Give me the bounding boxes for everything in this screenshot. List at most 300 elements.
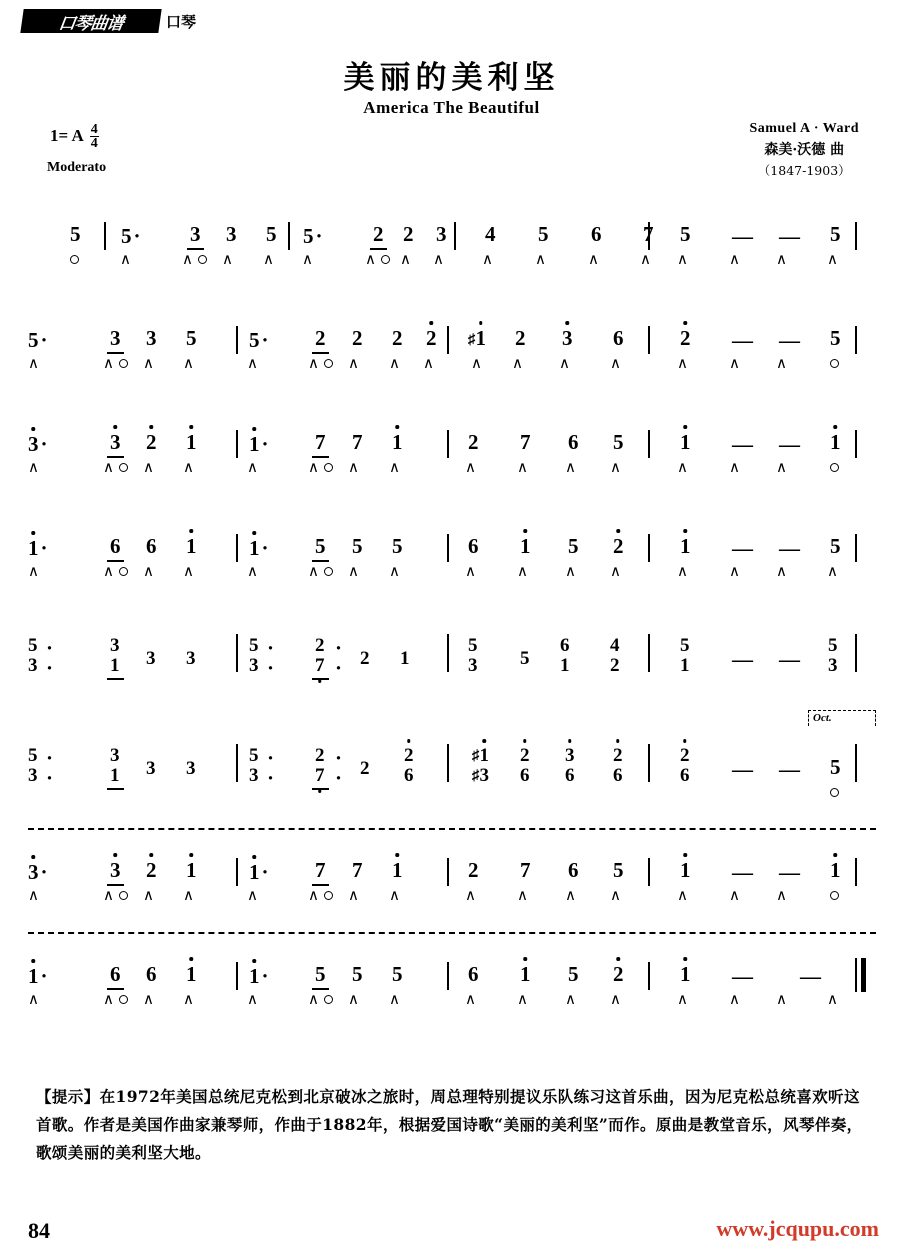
- blow-mark-icon: ∧: [143, 886, 154, 904]
- note: 1: [392, 430, 403, 454]
- note: 1: [392, 858, 403, 882]
- blow-mark-icon: ∧: [776, 458, 787, 476]
- blow-mark-icon: ∧: [247, 886, 258, 904]
- barline: [648, 430, 650, 458]
- note: 1: [830, 430, 841, 454]
- barline: [236, 962, 238, 990]
- corner-badge: [22, 8, 200, 34]
- hold-dash: —: [800, 964, 821, 988]
- hold-dash: —: [732, 432, 753, 456]
- blow-mark-icon: ∧: [389, 886, 400, 904]
- blow-mark-icon: ∧: [565, 458, 576, 476]
- barline: [447, 534, 449, 562]
- blow-mark-icon: ∧: [183, 562, 194, 580]
- note: 5: [568, 962, 579, 986]
- barline: [236, 744, 238, 782]
- barline: [855, 326, 857, 354]
- barline: [236, 858, 238, 886]
- aug-dot: ·: [267, 656, 275, 680]
- note: 7: [352, 858, 363, 882]
- note: 5: [538, 222, 549, 246]
- note: 1·: [28, 964, 48, 988]
- note: 6: [468, 962, 479, 986]
- blow-mark-icon: ∧: [610, 990, 621, 1008]
- note: 1: [520, 534, 531, 558]
- blow-mark-icon: ∧: [28, 886, 39, 904]
- note: 1: [680, 962, 691, 986]
- blow-mark-icon: ∧: [776, 562, 787, 580]
- blow-mark-icon: ∧: [28, 458, 39, 476]
- blow-mark-icon: ∧: [308, 354, 319, 372]
- note: 2: [315, 326, 326, 350]
- aug-dot: ·: [335, 746, 343, 770]
- note: 5: [830, 326, 841, 350]
- blow-mark-icon: ∧: [610, 886, 621, 904]
- blow-mark-icon: ∧: [103, 354, 114, 372]
- breath-circle-icon: [830, 359, 839, 368]
- composer-years: （1847-1903）: [757, 163, 851, 179]
- breath-circle-icon: [119, 567, 128, 576]
- blow-mark-icon: ∧: [348, 990, 359, 1008]
- score-system-3: [0, 408, 903, 512]
- hold-dash: —: [732, 328, 753, 352]
- chord: 5 3: [249, 745, 259, 786]
- score-system-2: [0, 304, 903, 408]
- chord: 5 3: [28, 635, 38, 676]
- aug-dot: ·: [267, 766, 275, 790]
- score-system-7: [0, 836, 903, 940]
- aug-dot: ·: [46, 656, 54, 680]
- key-label: 1= A: [50, 125, 84, 145]
- note: 5: [830, 222, 841, 246]
- blow-mark-icon: ∧: [389, 458, 400, 476]
- blow-mark-icon: ∧: [308, 458, 319, 476]
- section-divider: [28, 828, 876, 830]
- breath-circle-icon: [119, 359, 128, 368]
- blow-mark-icon: ∧: [729, 354, 740, 372]
- note: 5·: [28, 328, 48, 352]
- barline: [236, 534, 238, 562]
- blow-mark-icon: ∧: [729, 990, 740, 1008]
- breath-circle-icon: [324, 567, 333, 576]
- blow-mark-icon: ∧: [28, 354, 39, 372]
- blow-mark-icon: ∧: [588, 250, 599, 268]
- barline: [855, 430, 857, 458]
- hold-dash: —: [779, 536, 800, 560]
- key-signature: [50, 122, 99, 150]
- score-area: [0, 200, 903, 1044]
- chord: 2 7: [315, 635, 325, 676]
- blow-mark-icon: ∧: [348, 562, 359, 580]
- blow-mark-icon: ∧: [263, 250, 274, 268]
- blow-mark-icon: ∧: [247, 458, 258, 476]
- barline: [236, 326, 238, 354]
- blow-mark-icon: ∧: [517, 458, 528, 476]
- note: 1: [680, 858, 691, 882]
- barline: [855, 858, 857, 886]
- blow-mark-icon: ∧: [517, 886, 528, 904]
- blow-mark-icon: ∧: [183, 354, 194, 372]
- note: 2: [360, 758, 370, 779]
- barline: [447, 634, 449, 672]
- blow-mark-icon: ∧: [465, 562, 476, 580]
- aug-dot: ·: [267, 636, 275, 660]
- blow-mark-icon: ∧: [677, 250, 688, 268]
- beam: [312, 678, 329, 680]
- note: 7: [520, 858, 531, 882]
- blow-mark-icon: ∧: [348, 354, 359, 372]
- blow-mark-icon: ∧: [389, 354, 400, 372]
- note: 5: [520, 648, 530, 669]
- chord: 2 6: [520, 745, 530, 786]
- note: 1·: [249, 432, 269, 456]
- note: 3: [110, 858, 121, 882]
- blow-mark-icon: ∧: [348, 458, 359, 476]
- blow-mark-icon: ∧: [776, 250, 787, 268]
- note: 5: [568, 534, 579, 558]
- breath-circle-icon: [70, 255, 79, 264]
- beam: [312, 788, 329, 790]
- chord: 2 6: [680, 745, 690, 786]
- note: 7: [315, 858, 326, 882]
- composer-name-en: Samuel A · Ward: [749, 121, 859, 136]
- note: 5: [70, 222, 81, 246]
- blow-mark-icon: ∧: [143, 562, 154, 580]
- note: 5: [352, 534, 363, 558]
- note: 2: [468, 430, 479, 454]
- note: 1: [520, 962, 531, 986]
- beam: [107, 788, 124, 790]
- composer-name-cn: 森美·沃德 曲: [764, 141, 845, 158]
- breath-circle-icon: [119, 995, 128, 1004]
- blow-mark-icon: ∧: [465, 458, 476, 476]
- note: 3: [226, 222, 237, 246]
- barline: [447, 430, 449, 458]
- blow-mark-icon: ∧: [308, 886, 319, 904]
- note: 1·: [249, 860, 269, 884]
- blow-mark-icon: ∧: [517, 990, 528, 1008]
- blow-mark-icon: ∧: [348, 886, 359, 904]
- note: 2: [613, 962, 624, 986]
- time-signature: [90, 123, 99, 151]
- hold-dash: —: [779, 224, 800, 248]
- note: 7: [315, 430, 326, 454]
- note: 5: [186, 326, 197, 350]
- footnote-text: 在1972年美国总统尼克松到北京破冰之旅时，周总理特别提议乐队练习这首乐曲，因为尼克松总统喜欢听这首歌。作者是美国作曲家兼琴师，作曲于1882年，根据爱国诗歌“美丽的美利坚”而作。原曲是教堂音乐，风琴伴奏，歌颂美丽的美利坚大地。: [36, 1087, 863, 1163]
- barline: [855, 222, 857, 250]
- blow-mark-icon: ∧: [389, 990, 400, 1008]
- blow-mark-icon: ∧: [183, 458, 194, 476]
- breath-circle-icon: [324, 891, 333, 900]
- barline: [648, 962, 650, 990]
- note: 6: [146, 962, 157, 986]
- blow-mark-icon: ∧: [517, 562, 528, 580]
- barline: [648, 858, 650, 886]
- note: 5: [266, 222, 277, 246]
- blow-mark-icon: ∧: [120, 250, 131, 268]
- hold-dash: —: [732, 860, 753, 884]
- octave-marker: Oct.: [808, 710, 876, 726]
- blow-mark-icon: ∧: [28, 990, 39, 1008]
- note: 7: [520, 430, 531, 454]
- note: 6: [110, 534, 121, 558]
- barline: [288, 222, 290, 250]
- note: 1: [186, 858, 197, 882]
- aug-dot: ·: [267, 746, 275, 770]
- time-numerator: 4: [90, 122, 98, 137]
- breath-circle-icon: [830, 891, 839, 900]
- blow-mark-icon: ∧: [183, 990, 194, 1008]
- note: 2: [680, 326, 691, 350]
- chord: 6 1: [560, 635, 570, 676]
- barline: [447, 326, 449, 354]
- note: 5: [392, 962, 403, 986]
- note: 5: [315, 534, 326, 558]
- note: 1·: [28, 536, 48, 560]
- note: 3: [146, 758, 156, 779]
- note: 1: [680, 534, 691, 558]
- score-system-1: [0, 200, 903, 304]
- breath-circle-icon: [381, 255, 390, 264]
- barline: [447, 962, 449, 990]
- note: 6: [613, 326, 624, 350]
- barline: [855, 634, 857, 672]
- blow-mark-icon: ∧: [677, 562, 688, 580]
- blow-mark-icon: ∧: [471, 354, 482, 372]
- note: 3·: [28, 432, 48, 456]
- note: 6: [591, 222, 602, 246]
- blow-mark-icon: ∧: [677, 886, 688, 904]
- aug-dot: ·: [46, 746, 54, 770]
- barline: [648, 326, 650, 354]
- blow-mark-icon: ∧: [535, 250, 546, 268]
- chord: 2 6: [404, 745, 414, 786]
- page-title-chinese: 美丽的美利坚: [343, 60, 560, 96]
- blow-mark-icon: ∧: [827, 990, 838, 1008]
- note: 5·: [249, 328, 269, 352]
- footnote-label: 【提示】: [36, 1087, 100, 1106]
- hold-dash: —: [779, 757, 800, 781]
- blow-mark-icon: ∧: [565, 886, 576, 904]
- blow-mark-icon: ∧: [182, 250, 193, 268]
- blow-mark-icon: ∧: [103, 886, 114, 904]
- blow-mark-icon: ∧: [776, 354, 787, 372]
- note: 2: [352, 326, 363, 350]
- barline: [447, 744, 449, 782]
- breath-circle-icon: [119, 463, 128, 472]
- blow-mark-icon: ∧: [143, 458, 154, 476]
- blow-mark-icon: ∧: [308, 990, 319, 1008]
- blow-mark-icon: ∧: [776, 886, 787, 904]
- note: 3: [146, 648, 156, 669]
- barline: [855, 534, 857, 562]
- chord: 2 6: [613, 745, 623, 786]
- score-system-4: [0, 512, 903, 616]
- note: 6: [568, 858, 579, 882]
- barline: [104, 222, 106, 250]
- blow-mark-icon: ∧: [827, 250, 838, 268]
- hold-dash: —: [779, 328, 800, 352]
- breath-circle-icon: [198, 255, 207, 264]
- website-watermark: www.jcqupu.com: [716, 1216, 879, 1241]
- note: 2: [392, 326, 403, 350]
- score-system-5: [0, 616, 903, 716]
- note: 5: [830, 755, 841, 779]
- hold-dash: —: [779, 647, 800, 671]
- breath-circle-icon: [324, 463, 333, 472]
- breath-circle-icon: [830, 463, 839, 472]
- blow-mark-icon: ∧: [482, 250, 493, 268]
- blow-mark-icon: ∧: [565, 990, 576, 1008]
- blow-mark-icon: ∧: [465, 990, 476, 1008]
- blow-mark-icon: ∧: [302, 250, 313, 268]
- note: 2: [613, 534, 624, 558]
- barline: [454, 222, 456, 250]
- chord: 3 1: [110, 745, 120, 786]
- section-divider: [28, 932, 876, 934]
- badge-artwork: 口琴曲谱: [20, 9, 161, 33]
- blow-mark-icon: ∧: [103, 990, 114, 1008]
- time-denominator: 4: [90, 136, 98, 152]
- note: 1: [680, 430, 691, 454]
- blow-mark-icon: ∧: [565, 562, 576, 580]
- blow-mark-icon: ∧: [610, 458, 621, 476]
- aug-dot: ·: [335, 636, 343, 660]
- blow-mark-icon: ∧: [610, 354, 621, 372]
- note: 4: [485, 222, 496, 246]
- note: 2: [146, 430, 157, 454]
- note: 5: [830, 534, 841, 558]
- aug-dot: ·: [46, 766, 54, 790]
- note: 3: [146, 326, 157, 350]
- note: 3: [562, 326, 573, 350]
- final-barline-thick: [861, 958, 866, 992]
- note: 7: [643, 222, 654, 246]
- note: 1: [400, 648, 410, 669]
- blow-mark-icon: ∧: [729, 250, 740, 268]
- score-system-8: [0, 940, 903, 1044]
- note: 5: [613, 430, 624, 454]
- barline: [236, 634, 238, 672]
- hold-dash: —: [732, 224, 753, 248]
- blow-mark-icon: ∧: [389, 562, 400, 580]
- aug-dot: ·: [46, 636, 54, 660]
- note: 5·: [303, 224, 323, 248]
- barline: [648, 744, 650, 782]
- blow-mark-icon: ∧: [776, 990, 787, 1008]
- barline: [648, 534, 650, 562]
- chord: 4 2: [610, 635, 620, 676]
- note-with-accidental: ♯1: [468, 326, 486, 350]
- score-system-6: [0, 712, 903, 836]
- badge-label: 口琴: [166, 12, 197, 31]
- footnote: [36, 1083, 866, 1168]
- blow-mark-icon: ∧: [729, 562, 740, 580]
- barline: [447, 858, 449, 886]
- page-number: 84: [28, 1218, 50, 1243]
- barline: [855, 744, 857, 782]
- note: 6: [568, 430, 579, 454]
- note: 5: [392, 534, 403, 558]
- blow-mark-icon: ∧: [677, 458, 688, 476]
- chord-with-accidental: ♯1 ♯3: [472, 745, 489, 786]
- barline: [236, 430, 238, 458]
- note: 3: [110, 430, 121, 454]
- blow-mark-icon: ∧: [400, 250, 411, 268]
- note: 3: [436, 222, 447, 246]
- note: 2: [403, 222, 414, 246]
- blow-mark-icon: ∧: [222, 250, 233, 268]
- hold-dash: —: [732, 964, 753, 988]
- blow-mark-icon: ∧: [103, 562, 114, 580]
- note: 1·: [249, 536, 269, 560]
- blow-mark-icon: ∧: [465, 886, 476, 904]
- note: 6: [110, 962, 121, 986]
- note: 2: [146, 858, 157, 882]
- note: 1: [830, 858, 841, 882]
- note: 5: [613, 858, 624, 882]
- blow-mark-icon: ∧: [143, 990, 154, 1008]
- blow-mark-icon: ∧: [365, 250, 376, 268]
- breath-circle-icon: [830, 788, 839, 797]
- breath-circle-icon: [119, 891, 128, 900]
- blow-mark-icon: ∧: [433, 250, 444, 268]
- blow-mark-icon: ∧: [677, 354, 688, 372]
- note: 3: [110, 326, 121, 350]
- note: 2: [426, 326, 437, 350]
- blow-mark-icon: ∧: [308, 562, 319, 580]
- blow-mark-icon: ∧: [729, 886, 740, 904]
- note: 2: [373, 222, 384, 246]
- breath-circle-icon: [324, 995, 333, 1004]
- chord: 5 3: [828, 635, 838, 676]
- composer-credit: [749, 118, 859, 181]
- blow-mark-icon: ∧: [827, 562, 838, 580]
- hold-dash: —: [732, 536, 753, 560]
- note: 6: [468, 534, 479, 558]
- chord: 2 7: [315, 745, 325, 786]
- note: 1: [186, 534, 197, 558]
- note: 1·: [249, 964, 269, 988]
- blow-mark-icon: ∧: [103, 458, 114, 476]
- chord: 3 6: [565, 745, 575, 786]
- breath-circle-icon: [324, 359, 333, 368]
- hold-dash: —: [732, 757, 753, 781]
- blow-mark-icon: ∧: [247, 354, 258, 372]
- note: 5: [315, 962, 326, 986]
- note: 5: [680, 222, 691, 246]
- blow-mark-icon: ∧: [640, 250, 651, 268]
- note: 3: [190, 222, 201, 246]
- chord: 5 3: [28, 745, 38, 786]
- hold-dash: —: [779, 860, 800, 884]
- hold-dash: —: [779, 432, 800, 456]
- final-barline-thin: [855, 958, 857, 992]
- hold-dash: —: [732, 647, 753, 671]
- blow-mark-icon: ∧: [247, 562, 258, 580]
- note: 6: [146, 534, 157, 558]
- blow-mark-icon: ∧: [677, 990, 688, 1008]
- chord: 5 1: [680, 635, 690, 676]
- chord: 5 3: [468, 635, 478, 676]
- blow-mark-icon: ∧: [28, 562, 39, 580]
- note: 7: [352, 430, 363, 454]
- note: 3: [186, 758, 196, 779]
- chord: 3 1: [110, 635, 120, 676]
- note: 3·: [28, 860, 48, 884]
- tempo-marking: Moderato: [47, 160, 107, 175]
- blow-mark-icon: ∧: [610, 562, 621, 580]
